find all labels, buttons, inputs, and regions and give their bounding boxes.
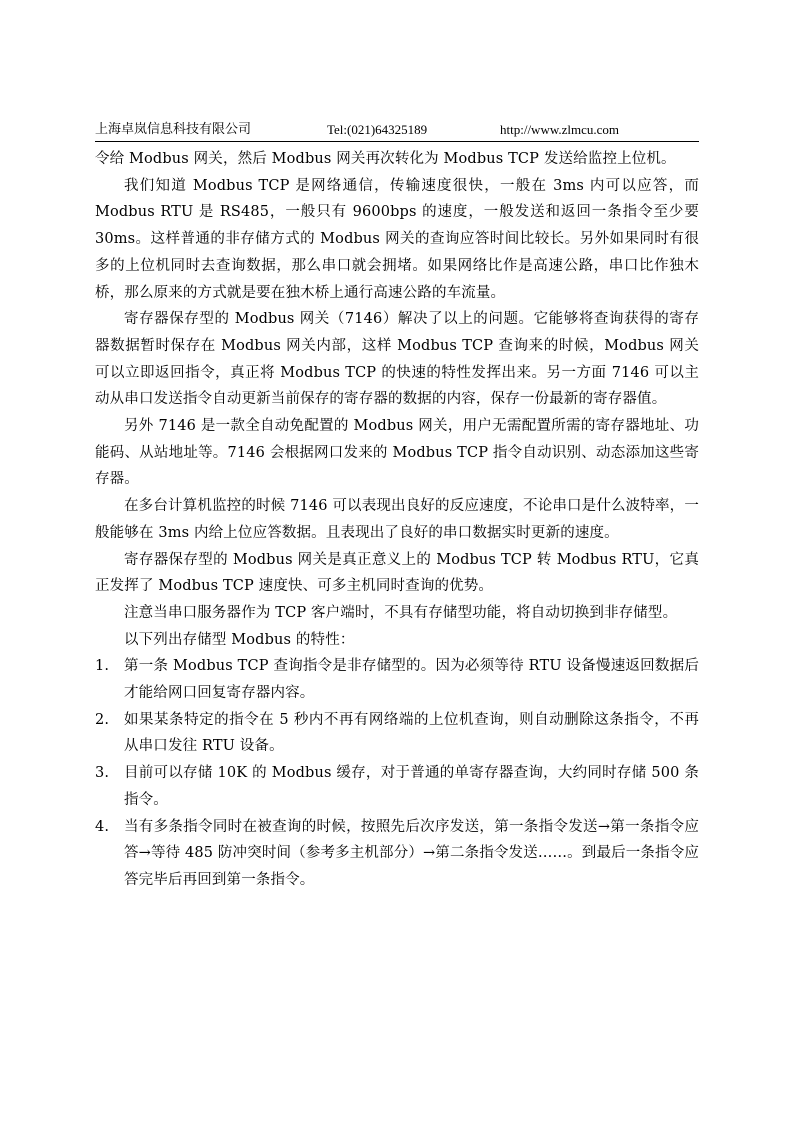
list-text: 当有多条指令同时在被查询的时候，按照先后次序发送，第一条指令发送→第一条指令应答→等待 485 防冲突时间（参考多主机部分）→第二条指令发送……。到最后一条指令应答完毕后再回到第一条指令。 [124,818,699,888]
paragraph-list-intro: 以下列出存储型 Modbus 的特性： [124,631,355,648]
paragraph-speed: 我们知道 Modbus TCP 是网络通信，传输速度很快，一般在 3ms 内可以应答，而 Modbus RTU 是 RS485，一般只有 9600bps 的速度，一般发送和返回一条指令至少要 30ms。这样普通的非存储方式的 Modbus 网关的查询应答时间比较长。另外如果同时有很多的上位机同时去查询数据，那么串口就会拥堵。如果网络比作是高速公路，串口比作独木桥，那么原来的方式就是要在独木桥上通行高速公路的车流量。 [95,177,699,301]
paragraph-auto-config: 另外 7146 是一款全自动免配置的 Modbus 网关，用户无需配置所需的寄存器地址、功能码、从站地址等。7146 会根据网口发来的 Modbus TCP 指令自动识别、动态添加这些寄存器。 [95,418,699,488]
list-number: 4. [95,818,110,835]
list-item [95,814,699,894]
header-url: http://www.zlmcu.com [500,122,620,137]
header-company: 上海卓岚信息科技有限公司 [95,122,252,137]
list-item [95,760,699,813]
paragraph-note: 注意当串口服务器作为 TCP 客户端时，不具有存储型功能，将自动切换到非存储型。 [124,604,678,621]
paragraph-register-gateway: 寄存器保存型的 Modbus 网关（7146）解决了以上的问题。它能够将查询获得的寄存器数据暂时保存在 Modbus 网关内部，这样 Modbus TCP 查询来的时候，Modbus 网关可以立即返回指令，真正将 Modbus TCP 的快速的特性发挥出来。另一方面 7146 可以主动从串口发送指令自动更新当前保存的寄存器的数据的内容，保存一份最新的寄存器值。 [95,311,699,408]
list-text: 第一条 Modbus TCP 查询指令是非存储型的。因为必须等待 RTU 设备慢速返回数据后才能给网口回复寄存器内容。 [124,658,699,702]
page-header [95,121,699,139]
paragraph-continuation: 令给 Modbus 网关，然后 Modbus 网关再次转化为 Modbus TCP 发送给监控上位机。 [95,151,676,167]
list-item [95,707,699,760]
list-text: 目前可以存储 10K 的 Modbus 缓存，对于普通的单寄存器查询，大约同时存储 500 条指令。 [124,765,699,808]
list-number: 1. [95,658,110,675]
list-item [95,653,699,706]
feature-list [95,653,699,893]
header-rule [95,141,699,142]
list-number: 2. [95,711,110,728]
paragraph-true-conversion: 寄存器保存型的 Modbus 网关是真正意义上的 Modbus TCP 转 Modbus RTU，它真正发挥了 Modbus TCP 速度快、可多主机同时查询的优势。 [95,551,699,595]
list-text: 如果某条特定的指令在 5 秒内不再有网络端的上位机查询，则自动删除这条指令，不再从串口发往 RTU 设备。 [124,711,699,755]
header-tel: Tel:(021)64325189 [327,122,428,137]
document-body [95,146,699,894]
list-number: 3. [95,765,110,782]
paragraph-multi-host: 在多台计算机监控的时候 7146 可以表现出良好的反应速度，不论串口是什么波特率，一般能够在 3ms 内给上位应答数据。且表现出了良好的串口数据实时更新的速度。 [95,498,699,541]
